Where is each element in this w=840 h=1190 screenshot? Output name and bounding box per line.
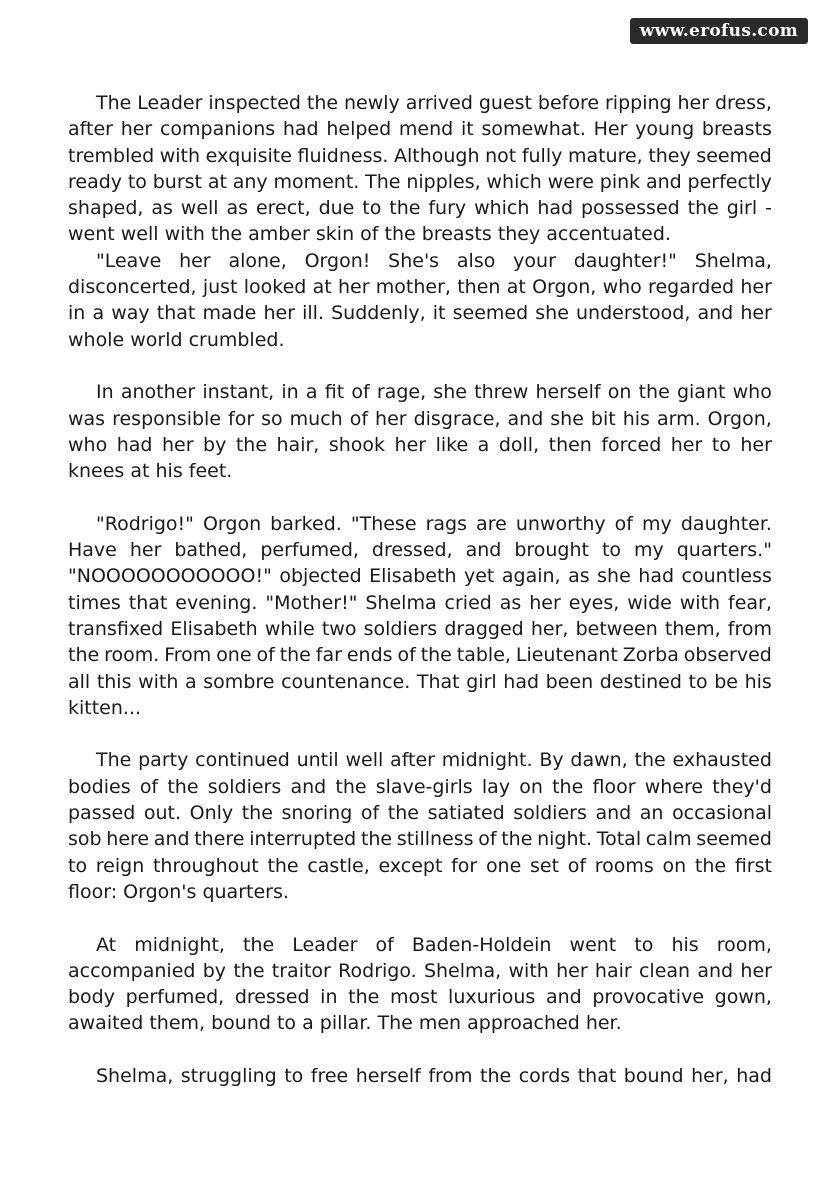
text-line: transfixed Elisabeth while two soldiers dragged her, between them, from <box>68 617 772 640</box>
paragraph-gap <box>68 353 772 379</box>
text-line: passed out. Only the snoring of the satiated soldiers and an occasional <box>68 802 772 825</box>
text-line: kitten... <box>68 696 142 719</box>
paragraph-gap <box>68 1037 772 1063</box>
text-line: in a way that made her ill. Suddenly, it seemed she understood, and her <box>68 302 772 325</box>
text-line: went well with the amber skin of the breasts they accentuated. <box>68 223 671 246</box>
paragraph-gap <box>68 484 772 510</box>
text-line: disconcerted, just looked at her mother, then at Orgon, who regarded her <box>68 276 772 299</box>
site-watermark: www.erofus.com <box>630 18 808 44</box>
text-line: to reign throughout the castle, except for one set of rooms on the first <box>68 854 772 877</box>
paragraph-gap <box>68 721 772 747</box>
text-line: floor: Orgon's quarters. <box>68 880 289 903</box>
text-line: bodies of the soldiers and the slave-girls lay on the floor where they'd <box>68 775 772 798</box>
text-line: the room. From one of the far ends of the table, Lieutenant Zorba observed <box>68 644 772 667</box>
text-line: "NOOOOOOOOOOO!" objected Elisabeth yet again, as she had countless <box>68 565 772 588</box>
paragraph <box>68 511 772 721</box>
text-line: was responsible for so much of her disgrace, and she bit his arm. Orgon, <box>68 407 772 430</box>
text-line: body perfumed, dressed in the most luxurious and provocative gown, <box>68 986 772 1009</box>
paragraph-gap <box>68 905 772 931</box>
text-line: sob here and there interrupted the stillness of the night. Total calm seemed <box>68 828 772 851</box>
text-line: At midnight, the Leader of Baden-Holdein went to his room, <box>96 933 772 956</box>
text-line: In another instant, in a fit of rage, she threw herself on the giant who <box>96 381 772 404</box>
text-line: Have her bathed, perfumed, dressed, and brought to my quarters." <box>68 539 772 562</box>
text-line: ready to burst at any moment. The nipples, which were pink and perfectly <box>68 170 772 193</box>
text-line: "Rodrigo!" Orgon barked. "These rags are unworthy of my daughter. <box>96 512 772 535</box>
text-line: after her companions had helped mend it somewhat. Her young breasts <box>68 118 772 141</box>
text-line: trembled with exquisite fluidness. Although not fully mature, they seemed <box>68 144 772 167</box>
text-line: accompanied by the traitor Rodrigo. Shelma, with her hair clean and her <box>68 959 772 982</box>
text-line: all this with a sombre countenance. That girl had been destined to be his <box>68 670 772 693</box>
text-line: shaped, as well as erect, due to the fury which had possessed the girl - <box>68 197 772 220</box>
paragraph <box>68 248 772 353</box>
text-line: knees at his feet. <box>68 460 233 483</box>
paragraph <box>68 90 772 248</box>
text-line: Shelma, struggling to free herself from the cords that bound her, had <box>96 1064 772 1087</box>
book-page <box>68 90 772 1089</box>
text-line: times that evening. "Mother!" Shelma cried as her eyes, wide with fear, <box>68 591 772 614</box>
paragraph <box>68 932 772 1037</box>
text-line: The Leader inspected the newly arrived guest before ripping her dress, <box>96 92 772 114</box>
paragraph <box>68 1063 772 1089</box>
text-line: who had her by the hair, shook her like a doll, then forced her to her <box>68 433 772 456</box>
text-line: "Leave her alone, Orgon! She's also your daughter!" Shelma, <box>96 249 772 272</box>
paragraph <box>68 747 772 905</box>
text-line: whole world crumbled. <box>68 328 285 351</box>
text-line: awaited them, bound to a pillar. The men approached her. <box>68 1012 622 1035</box>
paragraph <box>68 379 772 484</box>
text-line: The party continued until well after midnight. By dawn, the exhausted <box>96 749 772 772</box>
